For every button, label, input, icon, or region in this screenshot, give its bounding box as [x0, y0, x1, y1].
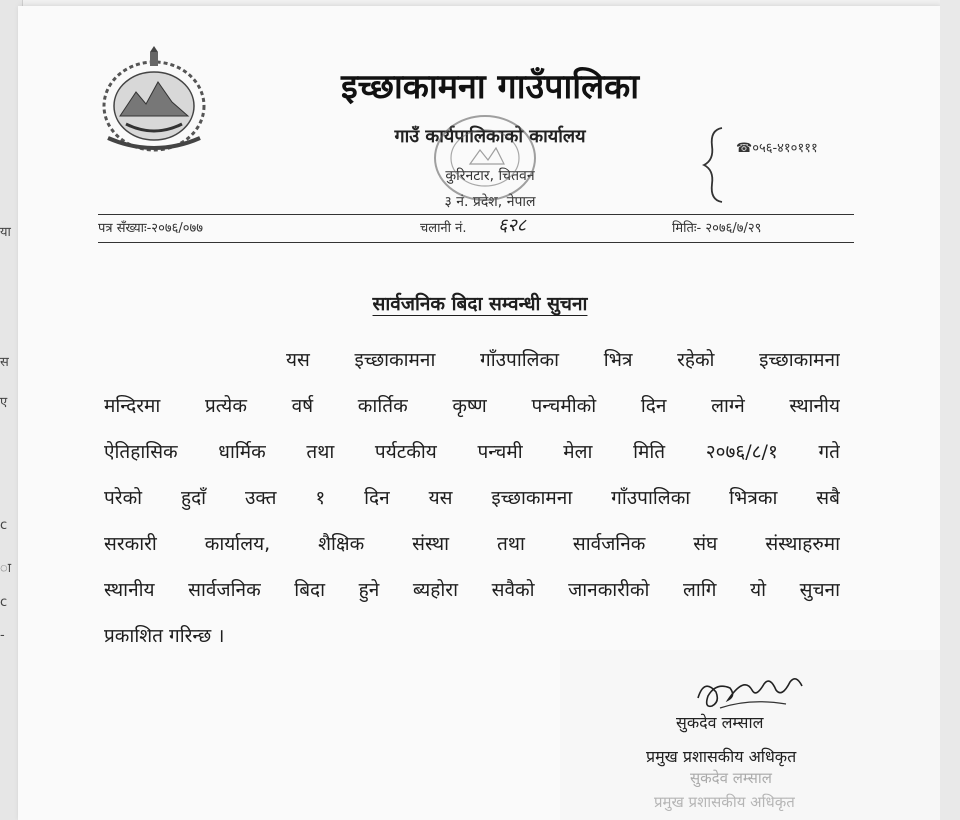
- underlying-text-fragment: c: [0, 595, 8, 610]
- notice-body-line: ऐतिहासिक धार्मिक तथा पर्यटकीय पन्चमी मेला मिति २०७६/८/१ गते: [104, 441, 840, 463]
- notice-body-line: परेको हुदाँ उक्त १ दिन यस इच्छाकामना गाँउपालिका भित्रका सबै: [104, 487, 840, 509]
- phone-number: ☎०५६-४१०१११: [736, 141, 818, 156]
- office-subtitle: गाउँ कार्यपालिकाको कार्यालय: [394, 126, 586, 147]
- notice-body-line: प्रकाशित गरिन्छ ।: [104, 625, 225, 647]
- background-surface: [940, 0, 960, 820]
- office-seal-icon: [430, 112, 540, 204]
- divider: [98, 242, 854, 243]
- underlying-text-fragment: स: [0, 355, 9, 370]
- province-address: ३ नं. प्रदेश, नेपाल: [444, 194, 536, 210]
- brace-icon: [700, 126, 726, 204]
- notice-body-line: सरकारी कार्यालय, शैक्षिक संस्था तथा सार्वजनिक संघ संस्थाहरुमा: [104, 533, 840, 555]
- municipality-title: इच्छाकामना गाउँपालिका: [340, 67, 640, 107]
- underlying-text-fragment: c: [0, 518, 8, 533]
- dispatch-number: ६२८: [498, 215, 527, 236]
- name-stamp: सुकदेव लम्साल: [690, 769, 772, 787]
- reference-row: [98, 215, 854, 238]
- handwritten-signature: [690, 668, 810, 712]
- underlying-text-fragment: ा: [0, 561, 12, 576]
- underlying-text-fragment: -: [0, 628, 5, 643]
- notice-heading: सार्वजनिक बिदा सम्वन्धी सुचना: [372, 293, 588, 315]
- title-stamp: प्रमुख प्रशासकीय अधिकृत: [654, 793, 795, 811]
- underlying-text-fragment: या: [0, 225, 11, 240]
- divider: [98, 214, 854, 215]
- letter-number: पत्र सँख्याः-२०७६/०७७: [98, 221, 204, 236]
- dispatch-label: चलानी नं.: [420, 221, 467, 236]
- underlying-text-fragment: ए: [0, 395, 8, 410]
- office-address: कुरिनटार, चितवन: [445, 168, 535, 184]
- letter-date: मितिः- २०७६/७/२९: [672, 221, 762, 236]
- notice-body-line: मन्दिरमा प्रत्येक वर्ष कार्तिक कृष्ण पन्चमीको दिन लाग्ने स्थानीय: [104, 395, 840, 417]
- notice-body-line: यस इच्छाकामना गाँउपालिका भित्र रहेको इच्छाकामना: [286, 349, 840, 371]
- notice-body-line: स्थानीय सार्वजनिक बिदा हुने ब्यहोरा सवैको जानकारीको लागि यो सुचना: [104, 579, 840, 601]
- signatory-title: प्रमुख प्रशासकीय अधिकृत: [646, 747, 797, 766]
- signatory-name: सुकदेव लम्साल: [676, 713, 764, 732]
